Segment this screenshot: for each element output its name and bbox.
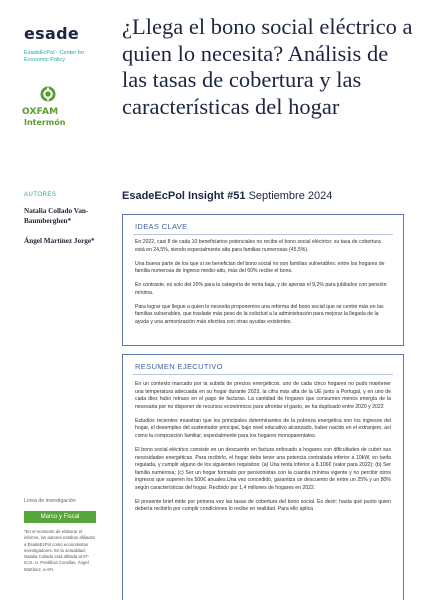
summary-paragraph: Estudios recientes muestran que los principales determinantes de la pobreza energética son los ingresos del hogar, el desempleo del sustentador principal, bajo nivel educativo alcanzado, haber nacido en el extranjero, así como la composición familiar, especialmente para los hogares monoparentales. [135,417,391,439]
center-name: EsadeEcPol - Center for Economic Policy [24,50,85,63]
key-idea-paragraph: En contraste, es solo del 20% para la categoría de renta baja, y de apenas el 9,2% para jubilados con pensión mínima. [135,282,387,296]
author-footnote: *En el momento de elaborar el informe, los autores estaban afiliados a EsadeEcPol como economistas investigadores. En la actualidad, Natalia Collado está afiliada al IIT-ICAI, U. Pontificia Comillas. Ángel Martínez, a AFI. [24,529,96,572]
key-idea-paragraph: Para lograr que llegue a quien lo necesita proponemos una reforma del bono social que se centre más en las familias vulnerables, que traslade más peso de la solicitud a la administración para mejorar la llegada de la ayuda y una armonización más efectiva con otras ayudas existentes. [135,303,384,325]
summary-paragraph: En un contexto marcado por la subida de precios energéticos, uno de cada cinco hogares no pudo mantener una temperatura adecuada en su hogar durante 2023, la cifra más alta de la UE junto a Portugal, y en uno de cada diez hubo retraso en el pago de facturas. La cantidad de hogares que consumen menos energía de la necesaria por no disponer de recursos económicos para afrontar el gasto, se ha duplicado entre 2020 y 2022 [135,381,391,410]
resumen-body [135,381,391,520]
summary-paragraph: El bono social eléctrico consiste en un descuento en factura enfocado a hogares con dificultades de cubrir sus necesidades energéticas. Para recibirlo, el hogar debe tener una potencia contratada inferior a 10kW, en tarifa regulada, y cumplir alguno de los siguientes requisitos: (a) Una renta inferior a 8.106€ (valor para 2022); (b) Ser familia numerosa; (c) Ser un hogar formado por pensionistas con la cuantía mínima vigente y no percibir otros ingresos que superen los 500€ anuales.Una vez concedido, garantiza un descuento de entre un 25% y un 80% según características del hogar. Recibido por 1,4 millones de hogares en 2022. [135,446,391,491]
insight-label: EsadeEcPol Insight #51 [122,190,246,202]
ideas-clave-heading: IDEAS CLAVE [135,222,188,231]
author-name: Ángel Martínez Jorge* [24,237,95,245]
research-line-label: Línea de investigación [24,498,76,504]
divider [133,374,393,375]
research-line-badge: Marco y Fiscal [24,511,96,523]
resumen-ejecutivo-box [122,354,404,600]
insight-line [122,190,414,202]
ideas-clave-body [135,239,391,333]
partner-logo-subtext: Intermón [24,118,66,127]
insight-date: Septiembre 2024 [248,190,333,202]
esade-logo: esade [24,24,79,43]
author-name: Natalia Collado Van-Baumberghen* [24,207,89,225]
sidebar [0,0,104,600]
key-idea-paragraph: En 2022, casi 8 de cada 10 beneficiarios potenciales no recibe el bono social eléctrico: su tasa de cobertura está en 24,5%, siendo especialmente alta para familias numerosas (45,5%). [135,239,381,253]
page-title: ¿Llega el bono social eléctrico a quien lo necesita? Análisis de las tasas de cobertura y las características del hogar [122,14,413,119]
oxfam-logo-icon [40,86,56,102]
divider [133,234,393,235]
authors-heading: AUTORES [24,192,57,198]
partner-logo-text: OXFAM [22,107,59,117]
ideas-clave-box [122,214,404,346]
key-idea-paragraph: Una buena parte de los que sí se benefician del bono social no son familias vulnerables: entre los hogares de familia numerosa de ingreso medio-alto, más del 60% recibe el bono. [135,260,385,275]
summary-paragraph: El presente brief mide por primera vez las tasas de cobertura del bono social. Es decir: hasta qué punto quien debería recibirlo por cumplir condiciones lo recibe en realidad. Para ello aplica [135,498,391,513]
resumen-heading: RESUMEN EJECUTIVO [135,362,223,371]
